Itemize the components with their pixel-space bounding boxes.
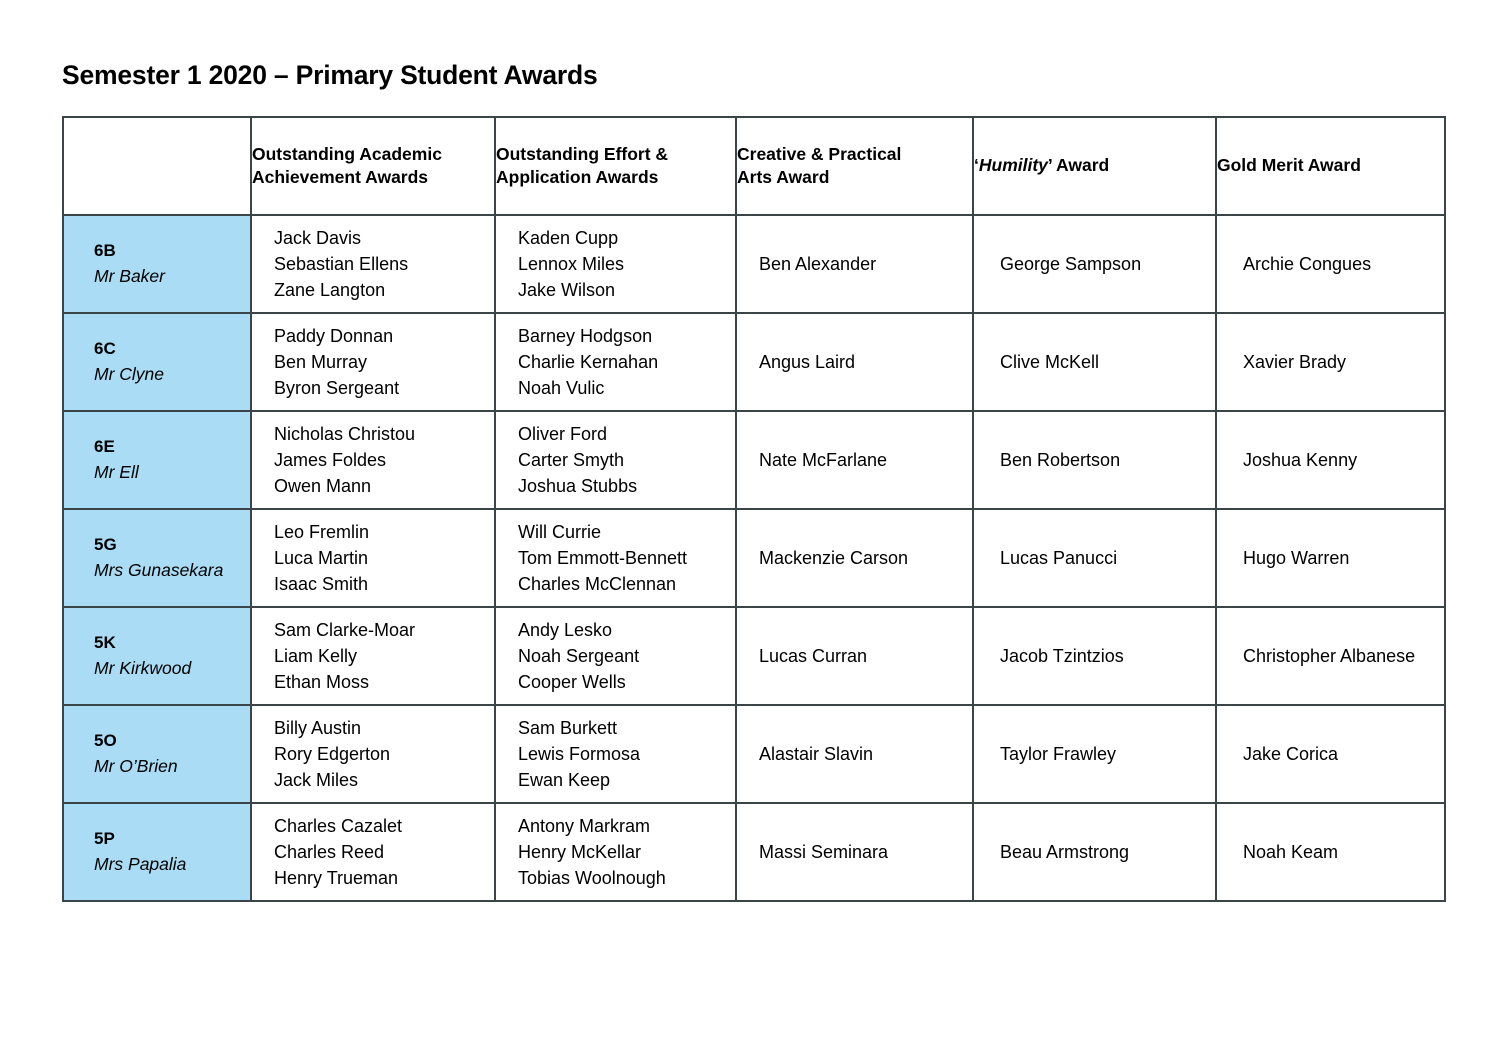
page-title: Semester 1 2020 – Primary Student Awards: [62, 60, 598, 90]
student-name: Henry McKellar: [518, 841, 642, 862]
creative-arts-award-name: Mackenzie Carson: [736, 509, 973, 607]
header-blank-corner: [63, 117, 251, 215]
class-code: 6E: [94, 436, 115, 456]
teacher-name: Mr Ell: [94, 461, 139, 482]
class-cell: [63, 313, 251, 411]
class-cell: [63, 803, 251, 901]
academic-award-names: [251, 705, 495, 803]
humility-award-name: Taylor Frawley: [973, 705, 1216, 803]
class-cell: [63, 509, 251, 607]
student-name: Antony Markram: [518, 815, 651, 836]
student-name: Oliver Ford: [518, 423, 608, 444]
humility-award-name: Lucas Panucci: [973, 509, 1216, 607]
gold-merit-award-name: Jake Corica: [1216, 705, 1445, 803]
student-name: Cooper Wells: [518, 672, 626, 693]
header-line-2: Arts Award: [737, 167, 830, 187]
header-line-1: Creative & Practical: [737, 143, 902, 164]
gold-merit-award-name: Hugo Warren: [1216, 509, 1445, 607]
gold-merit-award-name: Archie Congues: [1216, 215, 1445, 313]
header-gold-merit-award: Gold Merit Award: [1216, 117, 1445, 215]
header-outstanding-academic-achievement-awards: [251, 117, 495, 215]
student-name: Isaac Smith: [274, 574, 369, 595]
class-cell: [63, 215, 251, 313]
creative-arts-award-name: Lucas Curran: [736, 607, 973, 705]
humility-award-name: Jacob Tzintzios: [973, 607, 1216, 705]
class-code: 5K: [94, 632, 116, 652]
humility-open-quote: ‘: [974, 155, 979, 176]
teacher-name: Mr Kirkwood: [94, 657, 192, 678]
teacher-name: Mr Baker: [94, 265, 165, 286]
student-name: Jack Miles: [274, 770, 359, 791]
student-name: Charles McClennan: [518, 574, 677, 595]
effort-award-names: [495, 607, 736, 705]
gold-merit-award-name: Christopher Albanese: [1216, 607, 1445, 705]
student-name: Tom Emmott-Bennett: [518, 547, 688, 568]
student-name: Charlie Kernahan: [518, 351, 659, 372]
class-cell: [63, 705, 251, 803]
header-line-2: Application Awards: [496, 167, 659, 187]
humility-award-name: George Sampson: [973, 215, 1216, 313]
teacher-name: Mr O’Brien: [94, 755, 178, 776]
student-name: Sam Burkett: [518, 717, 618, 738]
effort-award-names: [495, 411, 736, 509]
teacher-name: Mr Clyne: [94, 363, 165, 384]
student-name: Joshua Stubbs: [518, 476, 638, 497]
effort-award-names: [495, 803, 736, 901]
student-name: Leo Fremlin: [274, 521, 370, 542]
student-name: Barney Hodgson: [518, 325, 653, 346]
academic-award-names: [251, 803, 495, 901]
class-code: 5O: [94, 730, 117, 750]
student-name: Henry Trueman: [274, 868, 399, 889]
table-row: [63, 607, 1445, 705]
academic-award-names: [251, 313, 495, 411]
table-row: [63, 705, 1445, 803]
student-name: Owen Mann: [274, 476, 372, 497]
gold-merit-award-name: Xavier Brady: [1216, 313, 1445, 411]
table-row: [63, 215, 1445, 313]
table-body: [63, 215, 1445, 901]
class-cell: [63, 411, 251, 509]
humility-close: ’ Award: [1047, 155, 1110, 176]
academic-award-names: [251, 607, 495, 705]
student-name: Paddy Donnan: [274, 325, 394, 346]
creative-arts-award-name: Angus Laird: [736, 313, 973, 411]
table-row: [63, 509, 1445, 607]
effort-award-names: [495, 509, 736, 607]
class-code: 5P: [94, 828, 115, 848]
academic-award-names: [251, 411, 495, 509]
student-name: Ewan Keep: [518, 770, 611, 791]
student-name: Byron Sergeant: [274, 378, 400, 399]
humility-award-name: Clive McKell: [973, 313, 1216, 411]
student-name: Lennox Miles: [518, 253, 625, 274]
gold-merit-award-name: Joshua Kenny: [1216, 411, 1445, 509]
table-row: [63, 803, 1445, 901]
student-name: Charles Cazalet: [274, 815, 403, 836]
student-name: Noah Vulic: [518, 378, 605, 399]
humility-word: Humility: [978, 155, 1048, 176]
creative-arts-award-name: Ben Alexander: [736, 215, 973, 313]
student-name: Noah Sergeant: [518, 645, 640, 666]
student-name: Jack Davis: [274, 227, 362, 248]
student-name: Will Currie: [518, 521, 601, 542]
header-line-2: Achievement Awards: [252, 167, 429, 187]
header-outstanding-effort-application-awards: [495, 117, 736, 215]
class-code: 5G: [94, 534, 117, 554]
effort-award-names: [495, 313, 736, 411]
student-name: Jake Wilson: [518, 280, 616, 301]
student-name: Tobias Woolnough: [518, 868, 666, 889]
student-name: Luca Martin: [274, 547, 369, 568]
humility-award-name: Beau Armstrong: [973, 803, 1216, 901]
student-name: Ethan Moss: [274, 672, 370, 693]
effort-award-names: [495, 705, 736, 803]
class-code: 6B: [94, 240, 116, 260]
table-header-row: [63, 117, 1445, 215]
teacher-name: Mrs Gunasekara: [94, 559, 224, 580]
header-humility-award: [973, 117, 1216, 215]
header-line-1: Outstanding Effort &: [496, 143, 669, 164]
student-name: Sebastian Ellens: [274, 253, 409, 274]
student-name: Carter Smyth: [518, 449, 625, 470]
gold-merit-award-name: Noah Keam: [1216, 803, 1445, 901]
class-code: 6C: [94, 338, 116, 358]
class-cell: [63, 607, 251, 705]
student-name: Zane Langton: [274, 280, 386, 301]
header-creative-practical-arts-award: [736, 117, 973, 215]
student-name: Ben Murray: [274, 351, 368, 372]
student-name: Rory Edgerton: [274, 743, 391, 764]
creative-arts-award-name: Nate McFarlane: [736, 411, 973, 509]
student-name: Andy Lesko: [518, 619, 613, 640]
creative-arts-award-name: Massi Seminara: [736, 803, 973, 901]
academic-award-names: [251, 215, 495, 313]
student-name: Lewis Formosa: [518, 743, 641, 764]
student-name: James Foldes: [274, 449, 387, 470]
header-line-1: Outstanding Academic: [252, 143, 442, 164]
creative-arts-award-name: Alastair Slavin: [736, 705, 973, 803]
student-name: Sam Clarke-Moar: [274, 619, 416, 640]
teacher-name: Mrs Papalia: [94, 853, 187, 874]
table-row: [63, 313, 1445, 411]
academic-award-names: [251, 509, 495, 607]
student-name: Liam Kelly: [274, 645, 358, 666]
effort-award-names: [495, 215, 736, 313]
student-name: Billy Austin: [274, 717, 362, 738]
student-awards-table: [62, 116, 1446, 902]
humility-award-name: Ben Robertson: [973, 411, 1216, 509]
student-name: Nicholas Christou: [274, 423, 416, 444]
student-name: Kaden Cupp: [518, 227, 619, 248]
table-row: [63, 411, 1445, 509]
student-name: Charles Reed: [274, 841, 385, 862]
